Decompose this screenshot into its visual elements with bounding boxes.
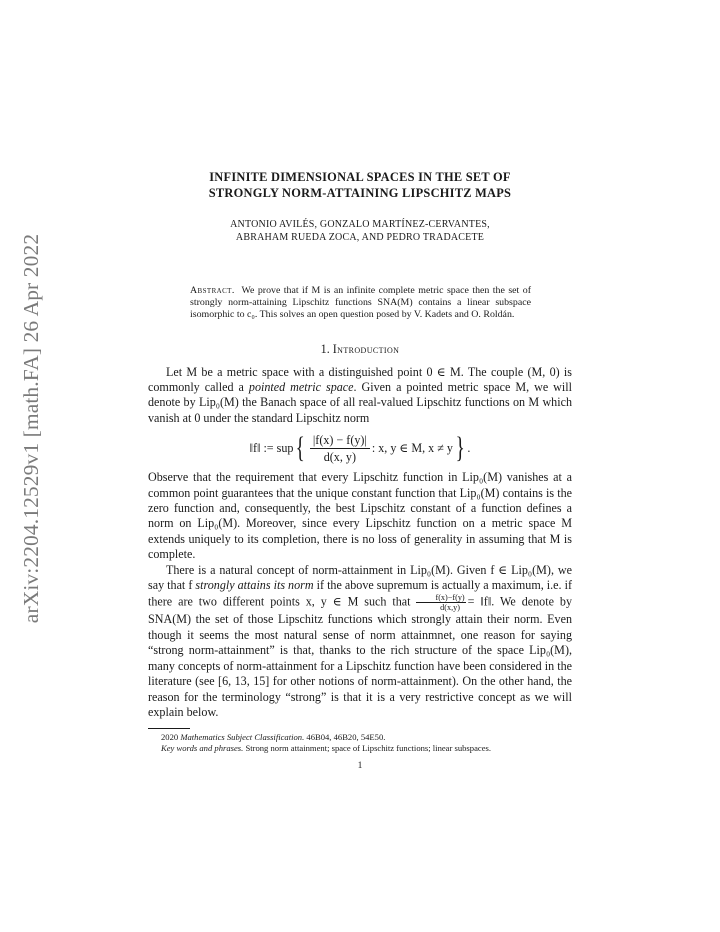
equation-fraction <box>310 433 370 464</box>
title-line-2: STRONGLY NORM-ATTAINING LIPSCHITZ MAPS <box>208 185 512 200</box>
equation-period: . <box>467 440 471 455</box>
p3-part-b: if the above supremum is actually a maximum, i.e. if there are two different points x, y ∈ M such that <box>148 578 572 609</box>
equation-denominator: d(x, y) <box>323 449 356 464</box>
abstract <box>190 285 531 322</box>
section-title: Introduction <box>332 341 400 356</box>
section-heading <box>148 342 572 357</box>
intro-paragraph-1: Let M be a metric space with a distinguished point 0 ∈ M. The couple (M, 0) is commonly called a pointed metric space. Given a pointed metric space M, we will denote by Lip₀(M) the Banach space of all real-valued Lipschitz functions on M which vanish at 0 under the standard Lipschitz norm <box>148 364 572 425</box>
msc-footnote <box>148 732 572 743</box>
lipschitz-norm-equation <box>148 428 572 468</box>
inline-fraction-denominator: d(x,y) <box>440 603 460 613</box>
p3-part-a: There is a natural concept of norm-attainment in Lip₀(M). Given f ∈ Lip₀(M), we say that f <box>148 562 572 593</box>
equation-numerator: |f(x) − f(y)| <box>310 433 370 449</box>
pointed-metric-space-emphasis: pointed metric space <box>248 380 354 395</box>
msc-label: Mathematics Subject Classification. <box>180 732 305 743</box>
footnotes <box>148 732 572 754</box>
authors-line-2: ABRAHAM RUEDA ZOCA, AND PEDRO TRADACETE <box>235 232 485 243</box>
authors-line-1: ANTONIO AVILÉS, GONZALO MARTÍNEZ-CERVANTES, <box>230 219 490 230</box>
msc-codes: 46B04, 46B20, 54E50. <box>306 732 386 743</box>
title-line-1: INFINITE DIMENSIONAL SPACES IN THE SET OF <box>209 170 511 184</box>
intro-paragraph-3 <box>148 563 572 721</box>
equation-lhs: ‖f‖ := sup <box>249 440 294 455</box>
paper-title <box>148 170 572 201</box>
arxiv-identifier-text: arXiv:2204.12529v1 [math.FA] 26 Apr 2022 <box>19 233 44 623</box>
p3-emphasis: strongly attains its norm <box>195 578 314 593</box>
author-list <box>148 218 572 244</box>
page-number: 1 <box>357 761 363 772</box>
footnote-rule <box>148 728 190 729</box>
section-number: 1. <box>320 341 330 356</box>
intro-paragraph-2: Observe that the requirement that every Lipschitz function in Lip₀(M) vanishes at a common point guarantees that the unique constant function that Lip₀(M) contains is the zero function and, consequently, the best Lipschitz constant of a function defines a norm on Lip₀(M). Moreover, since every Lipschitz function on a metric space M extends uniquely to its completion, there is no loss of generality in assuming that M is complete. <box>148 470 572 562</box>
keywords-text: Strong norm attainment; space of Lipschitz functions; linear subspaces. <box>245 743 492 754</box>
inline-fraction-numerator: f(x)−f(y) <box>416 593 465 603</box>
abstract-label: Abstract. <box>190 285 235 296</box>
abstract-text: We prove that if M is an infinite complete metric space then the set of strongly norm-attaining Lipschitz functions SNA(M) contains a linear subspace isomorphic to c₀. This solves an open question posed by V. Kadets and O. Roldán. <box>190 285 531 321</box>
left-brace: { <box>295 431 306 465</box>
p3-part-c: = ‖f‖. We denote by SNA(M) the set of those Lipschitz functions which strongly attain their norm. Even though it seems the most natural sense of norm attainmnet, one reason for saying “strong norm-attainment” is that, thanks to the rich structure of the space Lip₀(M), many concepts of norm-attainment for a Lipschitz function have been considered in the literature (see [6, 13, 15] for other notions of norm-attainment). On the other hand, the reason for the terminology “strong” is that it is a very restrictive concept as we will explain below. <box>148 594 572 719</box>
inline-fraction <box>416 593 465 612</box>
keywords-label: Key words and phrases. <box>161 743 244 754</box>
msc-year: 2020 <box>161 732 179 743</box>
keywords-footnote <box>148 743 572 754</box>
equation-condition: : x, y ∈ M, x ≠ y <box>371 440 453 455</box>
right-brace: } <box>455 431 465 465</box>
arxiv-identifier-stamp <box>4 208 60 648</box>
paper-page <box>148 170 572 775</box>
